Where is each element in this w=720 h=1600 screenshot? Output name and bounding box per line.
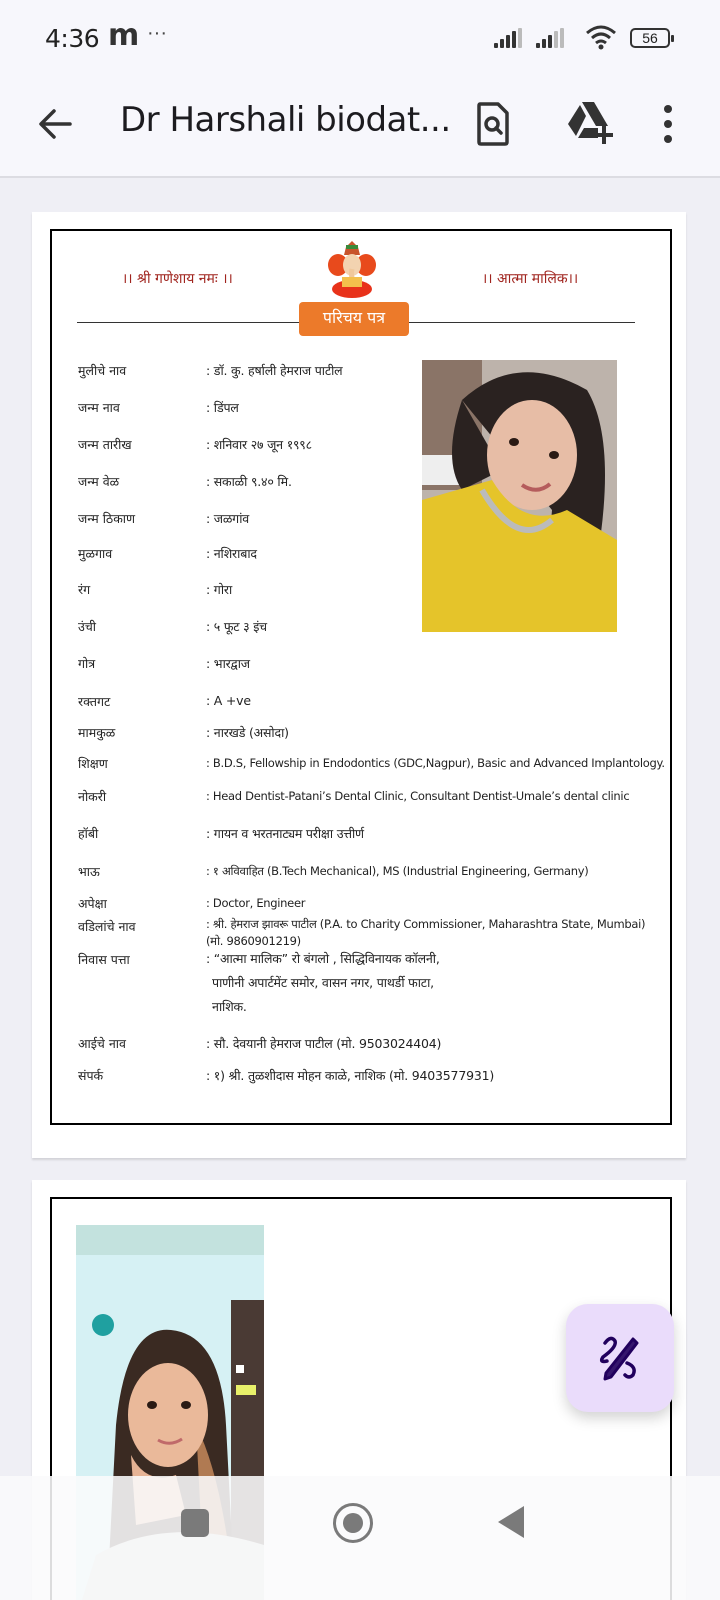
field-value-birth-name: : डिंपल xyxy=(206,400,239,415)
field-value-birth-place: : जळगांव xyxy=(206,511,249,526)
status-time: 4:36 xyxy=(45,24,100,53)
header-shlok-right: ।। आत्मा मालिक।। xyxy=(482,271,579,287)
father-name-line: : श्री. हेमराज झावरू पाटील (P.A. to Charity Commissioner, Maharashtra State, Mumbai) xyxy=(206,917,646,931)
field-label-birth-date: जन्म तारीख xyxy=(78,437,132,452)
page-border xyxy=(50,229,672,1125)
field-value-birth-time: : सकाळी ९.४० मि. xyxy=(206,474,292,489)
document-page-1 xyxy=(32,212,686,1158)
field-label-address: निवास पत्ता xyxy=(78,952,130,967)
field-value-job: : Head Dentist-Patani’s Dental Clinic, Consultant Dentist-Umale’s dental clinic xyxy=(206,789,630,803)
field-label-mother-name: आईचे नाव xyxy=(78,1036,126,1051)
address-line-3: नाशिक. xyxy=(212,999,247,1014)
field-value-name: : डॉ. कु. हर्षाली हेमराज पाटील xyxy=(206,363,343,378)
profile-photo xyxy=(422,360,617,632)
field-label-hobby: हॉबी xyxy=(78,826,99,841)
field-value-complexion: : गोरा xyxy=(206,582,233,597)
signal-sim1-icon xyxy=(494,28,522,48)
home-icon[interactable] xyxy=(333,1503,373,1543)
field-value-hobby: : गायन व भरतनाट्यम परीक्षा उत्तीर्ण xyxy=(206,826,364,841)
field-label-expectation: अपेक्षा xyxy=(78,896,107,911)
field-value-maternal-family: : नारखडे (असोदा) xyxy=(206,725,289,740)
field-label-education: शिक्षण xyxy=(78,756,108,771)
field-label-contact: संपर्क xyxy=(78,1068,104,1083)
field-value-birth-date: : शनिवार २७ जून १९९८ xyxy=(206,437,312,452)
annotate-fab[interactable] xyxy=(566,1304,674,1412)
field-label-native-place: मुळगाव xyxy=(78,546,113,561)
ganesh-image xyxy=(326,239,378,299)
find-in-document-icon[interactable] xyxy=(476,102,510,146)
add-to-drive-icon[interactable] xyxy=(566,100,614,146)
field-value-education: : B.D.S, Fellowship in Endodontics (GDC,Nagpur), Basic and Advanced Implantology. xyxy=(206,756,665,770)
field-label-birth-time: जन्म वेळ xyxy=(78,474,120,489)
system-nav-bar xyxy=(0,1476,720,1600)
field-value-address xyxy=(206,947,440,1019)
field-value-blood-group: : A +ve xyxy=(206,693,251,708)
battery-icon: 56 xyxy=(630,28,670,48)
father-phone-line: (मो. 9860901219) xyxy=(206,934,301,948)
field-value-height: : ५ फूट ३ इंच xyxy=(206,619,267,634)
field-label-gotra: गोत्र xyxy=(78,656,96,671)
app-bar xyxy=(0,78,720,178)
field-value-native-place: : नशिराबाद xyxy=(206,546,257,561)
back-arrow-icon[interactable] xyxy=(36,104,76,144)
field-label-name: मुलीचे नाव xyxy=(78,363,127,378)
field-label-height: उंची xyxy=(78,619,97,634)
field-label-blood-group: रक्तगट xyxy=(78,694,111,709)
parichay-patra-badge: परिचय पत्र xyxy=(299,302,409,336)
more-notifications-icon: ··· xyxy=(147,22,167,44)
field-value-brother: : १ अविवाहित (B.Tech Mechanical), MS (Industrial Engineering, Germany) xyxy=(206,864,589,878)
field-label-birth-name: जन्म नाव xyxy=(78,400,120,415)
field-value-father-name xyxy=(206,914,645,951)
address-line-1: : “आत्मा मालिक” रो बंगलो , सिद्धिविनायक कॉलनी, xyxy=(206,951,440,966)
notification-app-icon: m xyxy=(108,18,140,53)
field-value-mother-name: : सौ. देवयानी हेमराज पाटील (मो. 9503024404) xyxy=(206,1036,442,1051)
more-vert-icon[interactable] xyxy=(660,102,676,146)
field-label-maternal-family: मामकुळ xyxy=(78,725,116,740)
field-label-job: नोकरी xyxy=(78,789,107,804)
document-title: Dr Harshali biodat... xyxy=(120,100,451,140)
recents-icon[interactable] xyxy=(181,1509,209,1537)
header-shlok-left: ।। श्री गणेशाय नमः ।। xyxy=(122,271,233,287)
field-label-complexion: रंग xyxy=(78,582,91,597)
draw-annotate-icon xyxy=(599,1335,641,1381)
field-value-expectation: : Doctor, Engineer xyxy=(206,896,306,910)
field-value-contact: : १) श्री. तुळशीदास मोहन काळे, नाशिक (मो. 9403577931) xyxy=(206,1068,495,1083)
signal-sim2-icon xyxy=(536,28,564,48)
address-line-2: पाणीनी अपार्टमेंट समोर, वासन नगर, पाथर्डी फाटा, xyxy=(212,975,434,990)
field-label-father-name: वडिलांचे नाव xyxy=(78,919,136,934)
field-label-birth-place: जन्म ठिकाण xyxy=(78,511,136,526)
field-value-gotra: : भारद्वाज xyxy=(206,656,250,671)
status-bar xyxy=(0,0,720,78)
field-label-brother: भाऊ xyxy=(78,864,100,879)
wifi-icon xyxy=(585,24,617,50)
back-icon[interactable] xyxy=(498,1506,524,1538)
